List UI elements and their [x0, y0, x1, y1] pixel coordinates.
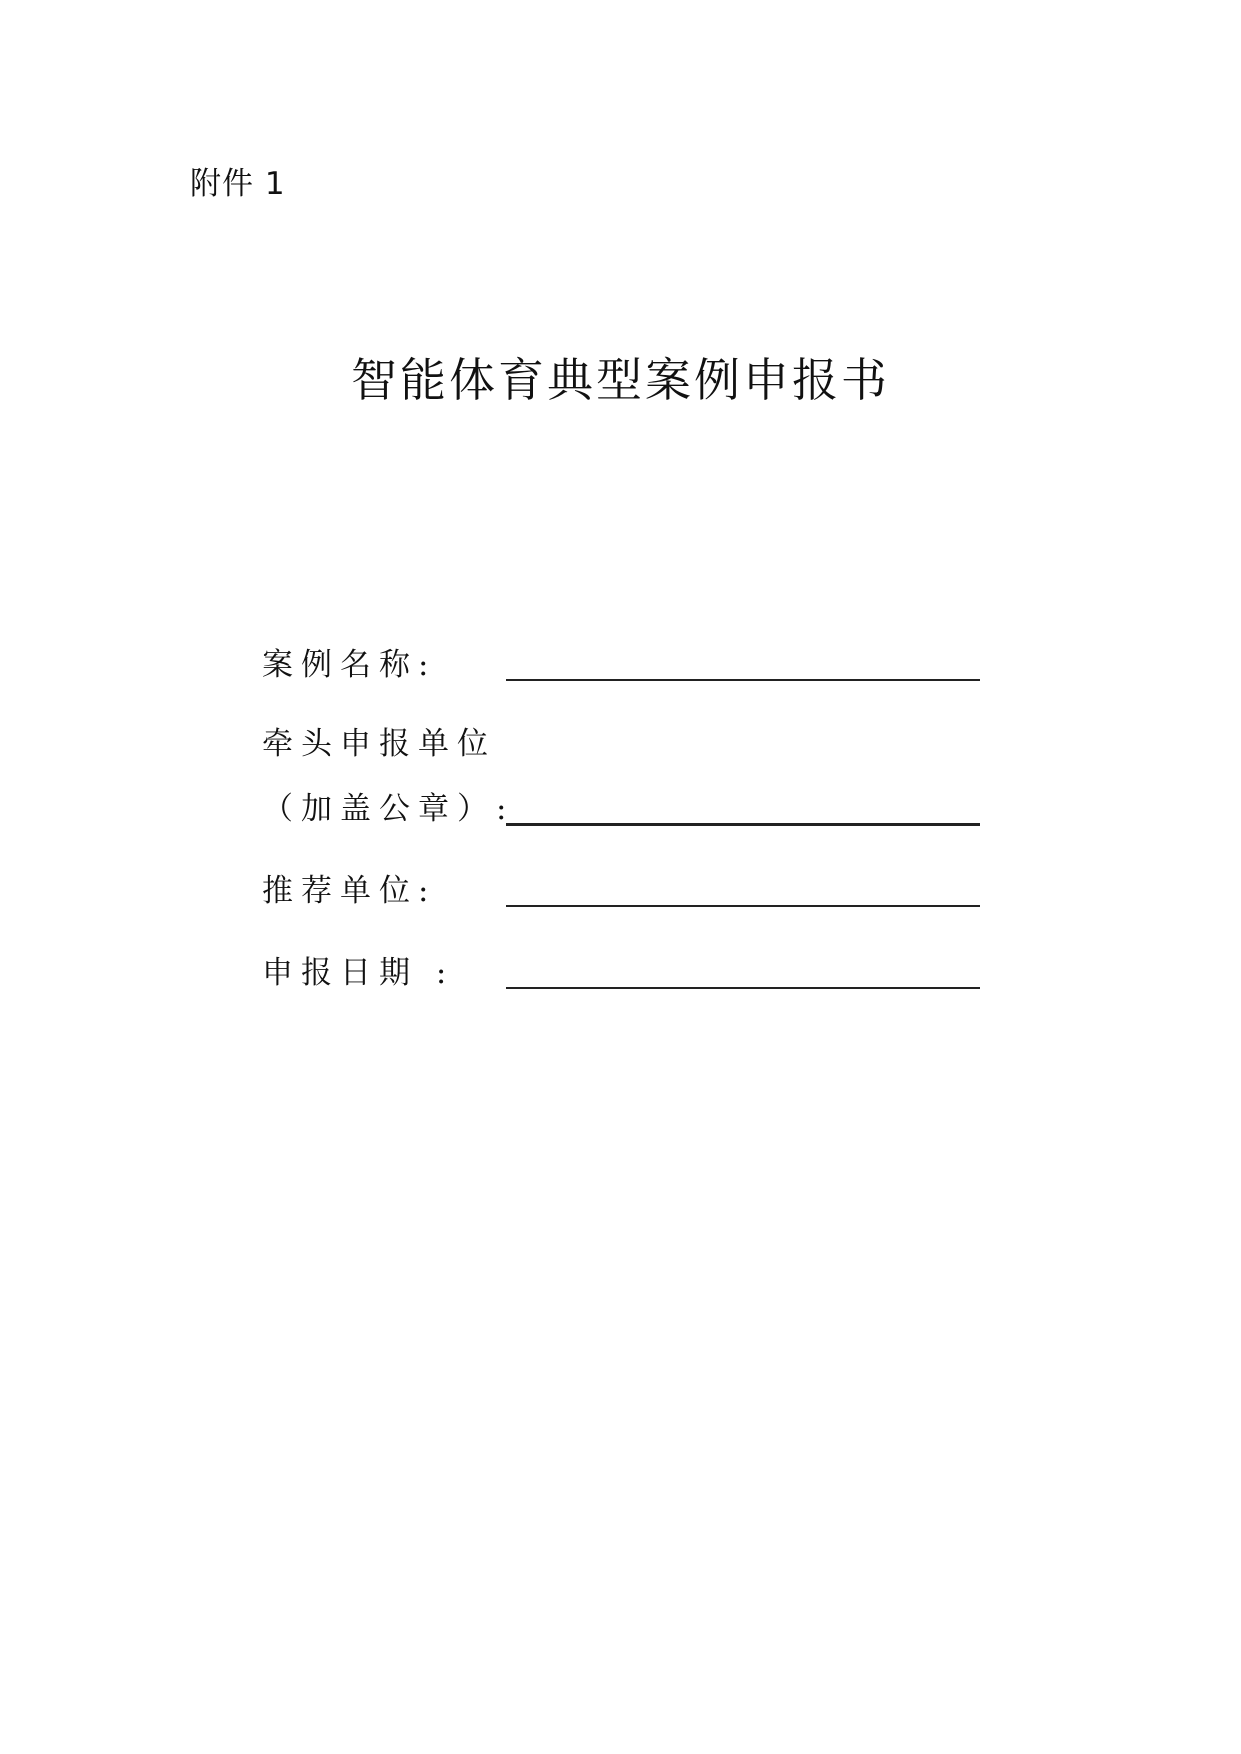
lead-unit-label-line1: 牵头申报单位 — [262, 726, 496, 762]
lead-unit-label-line2: （加盖公章）: — [262, 791, 515, 827]
application-date-label: 申报日期 : — [262, 955, 455, 991]
application-date-input-line[interactable] — [506, 987, 980, 989]
recommending-unit-input-line[interactable] — [506, 905, 980, 907]
case-name-input-line[interactable] — [506, 679, 980, 681]
recommending-unit-label: 推荐单位: — [262, 873, 437, 909]
attachment-label: 附件 1 — [190, 166, 286, 202]
lead-unit-input-line[interactable] — [506, 823, 980, 826]
document-title: 智能体育典型案例申报书 — [351, 353, 890, 407]
case-name-label: 案例名称: — [262, 647, 437, 683]
